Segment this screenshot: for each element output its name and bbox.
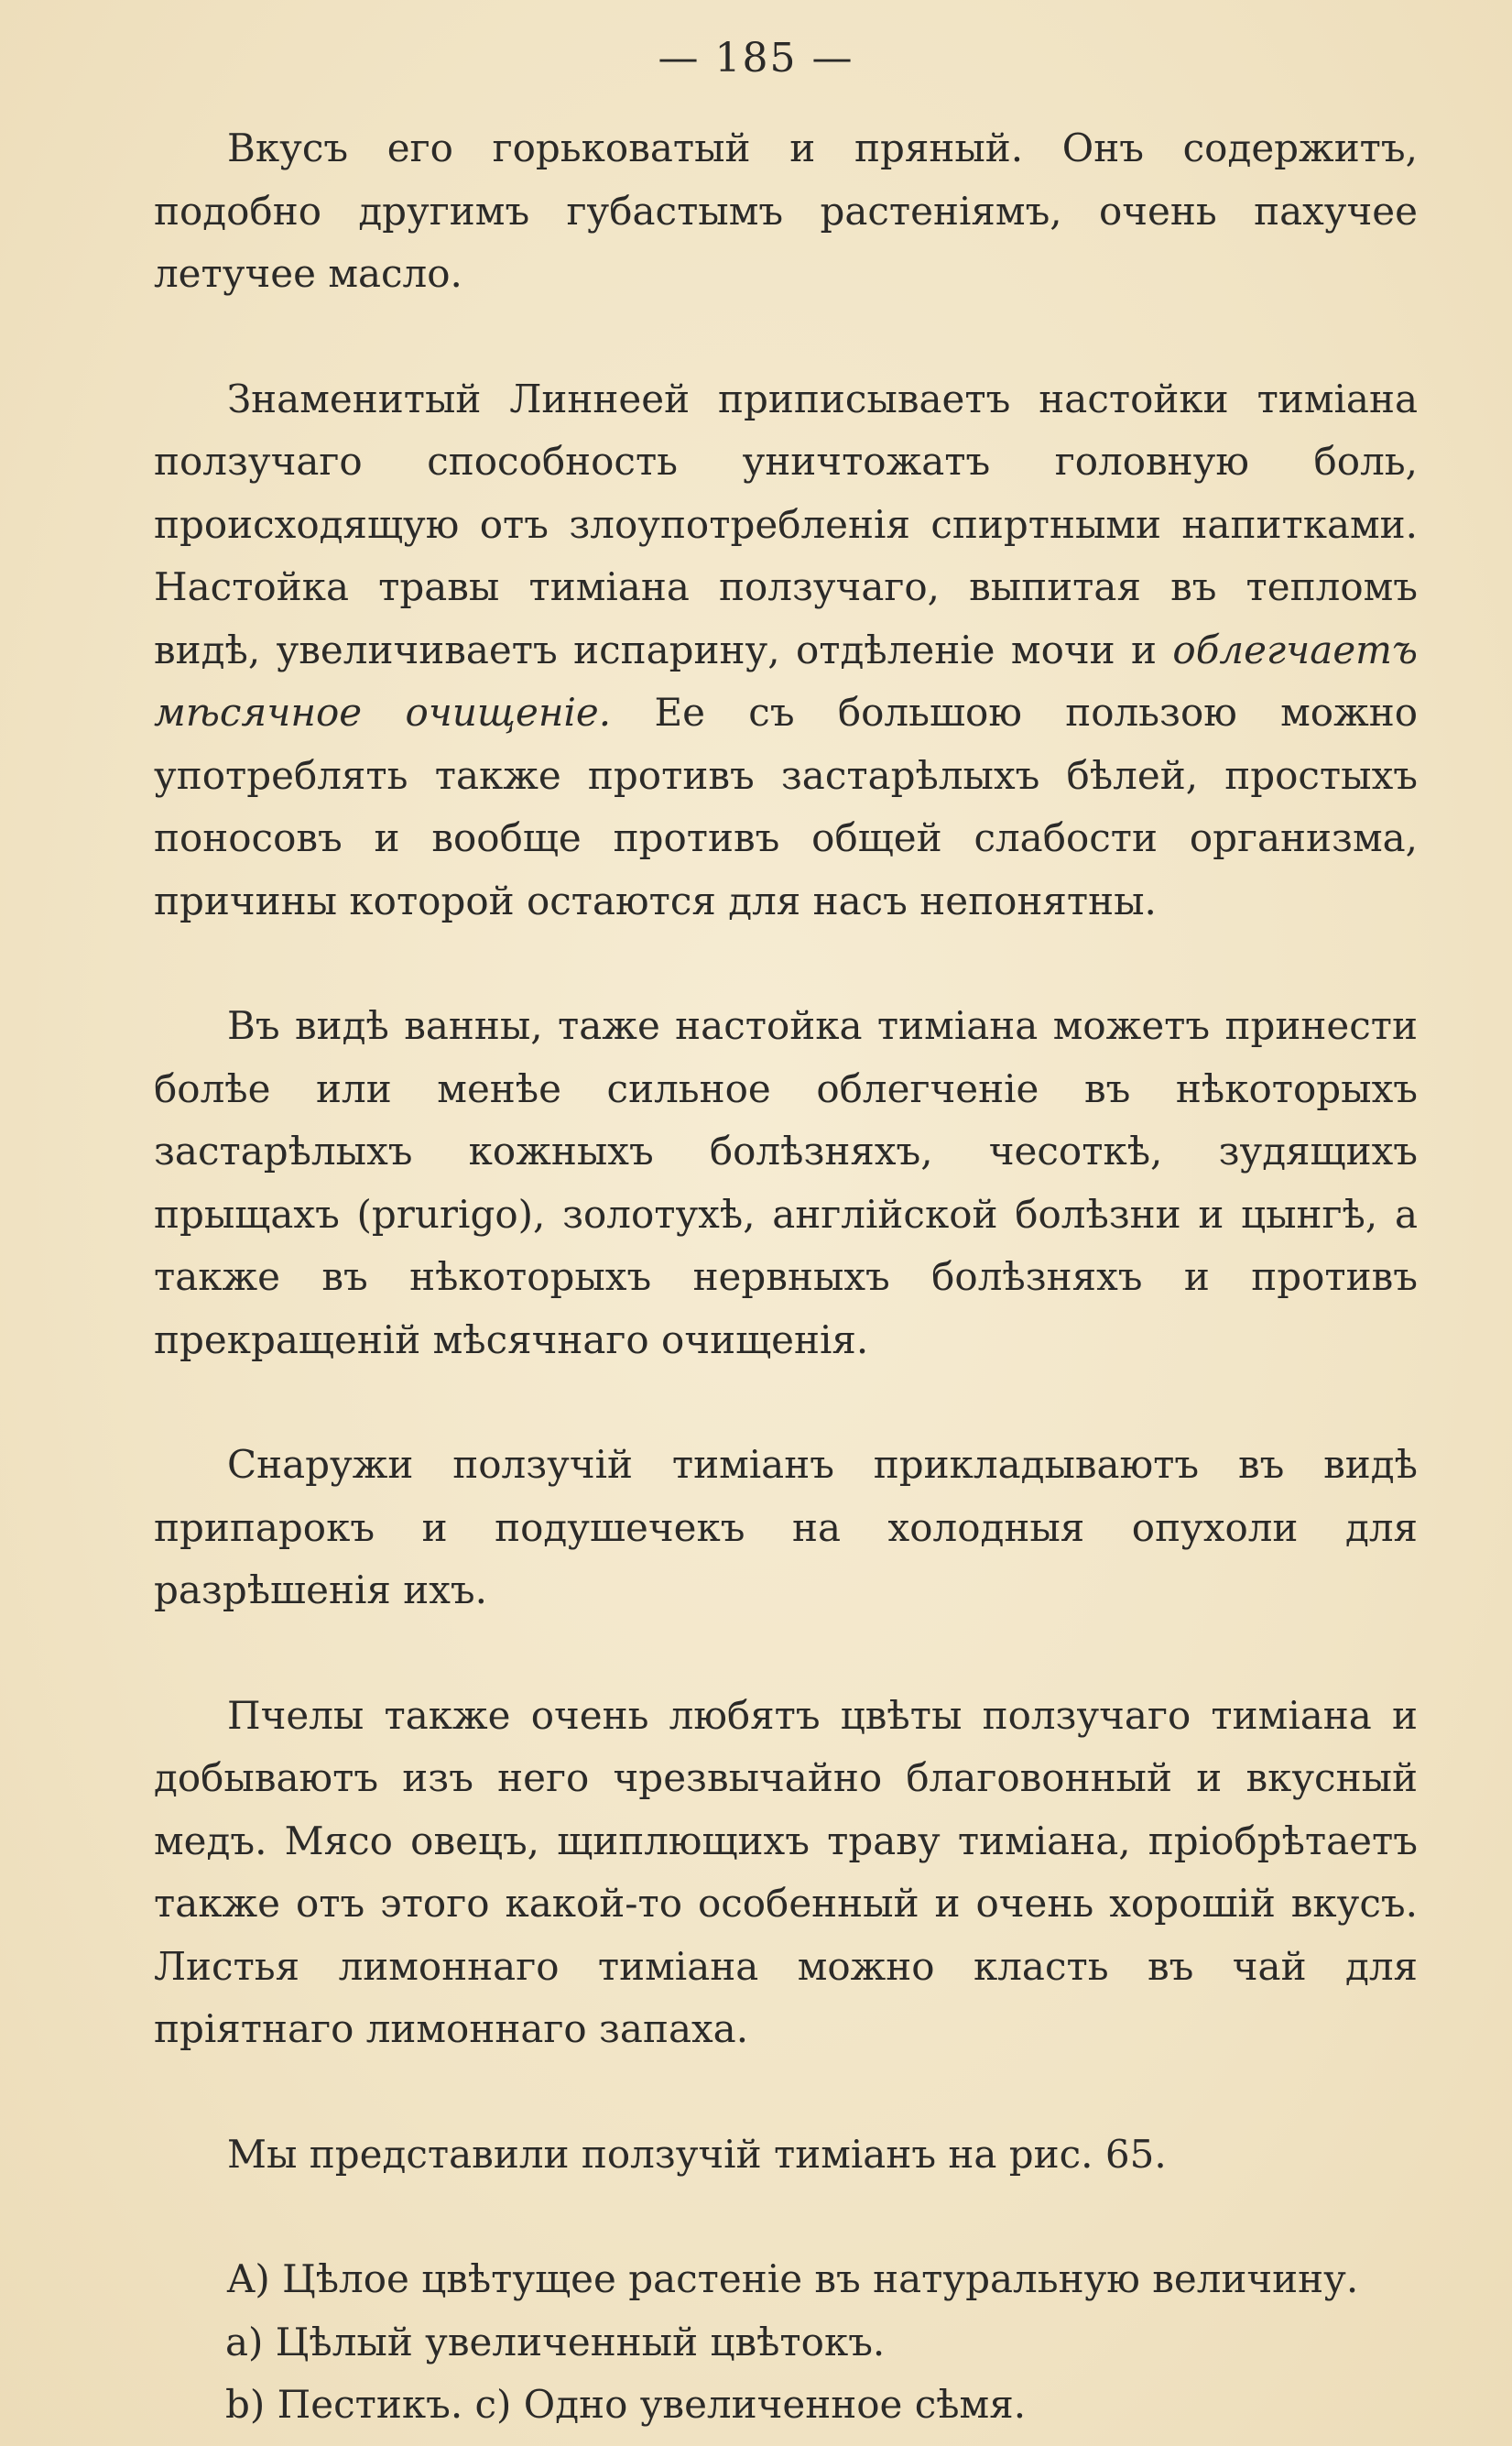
paragraph-figure-reference: Мы представили ползучій тиміанъ на рис. 65. <box>227 2131 1167 2177</box>
caption-b-c: b) Пестикъ. c) Одно увеличенное сѣмя. <box>225 2382 1027 2427</box>
caption-a-upper: A) Цѣлое цвѣтущее растеніе въ натуральную величину. <box>227 2256 1359 2301</box>
caption-a-lower: a) Цѣлый увеличенный цвѣтокъ. <box>225 2319 886 2364</box>
paragraph-bees: Пчелы также очень любятъ цвѣты ползучаго тиміана и добываютъ изъ него чрезвычайно благовонный и вкусный медъ. Мясо овецъ, щиплющихъ траву тиміана, пріобрѣтаетъ также отъ этого какой-то особенный и очень хорошій вкусъ. Листья лимоннаго тиміана можно класть въ чай для пріятнаго лимоннаго запаха. <box>154 1692 1418 2051</box>
paragraph-linnaeus-italic: облегчаетъ мѣсячное очищеніе. <box>154 627 1418 735</box>
paragraph-linnaeus-end: Ее съ большою пользою можно употреблять также противъ застарѣлыхъ бѣлей, простыхъ поносовъ и вообще противъ общей слабости организма, причины которой остаются для насъ непонятны. <box>154 690 1418 923</box>
page-number: — 185 — <box>658 35 854 82</box>
paragraph-linnaeus <box>154 368 1418 934</box>
paragraph-bath: Въ видѣ ванны, таже настойка тиміана можетъ принести болѣе или менѣе сильное облегченіе въ нѣкоторыхъ застарѣлыхъ кожныхъ болѣзняхъ, чесоткѣ, зудящихъ прыщахъ (prurigo), золотухѣ, англійской болѣзни и цынгѣ, а также въ нѣкоторыхъ нервныхъ болѣзняхъ и противъ прекращеній мѣсячнаго очищенія. <box>154 1003 1418 1362</box>
paragraph-taste: Вкусъ его горьковатый и пряный. Онъ содержитъ, подобно другимъ губастымъ растеніямъ, очень пахучее летучее масло. <box>154 126 1418 296</box>
page-text <box>154 117 1418 2437</box>
paragraph-linnaeus-start: Знаменитый Линнеей приписываетъ настойки тиміана ползучаго способность уничтожатъ головную боль, происходящую отъ злоупотребленія спиртными напитками. Настойка травы тиміана ползучаго, выпитая въ тепломъ видѣ, увеличиваетъ испарину, отдѣленіе мочи и <box>154 376 1418 672</box>
paragraph-external-use: Снаружи ползучій тиміанъ прикладываютъ въ видѣ припарокъ и подушечекъ на холодныя опухоли для разрѣшенія ихъ. <box>154 1442 1418 1612</box>
